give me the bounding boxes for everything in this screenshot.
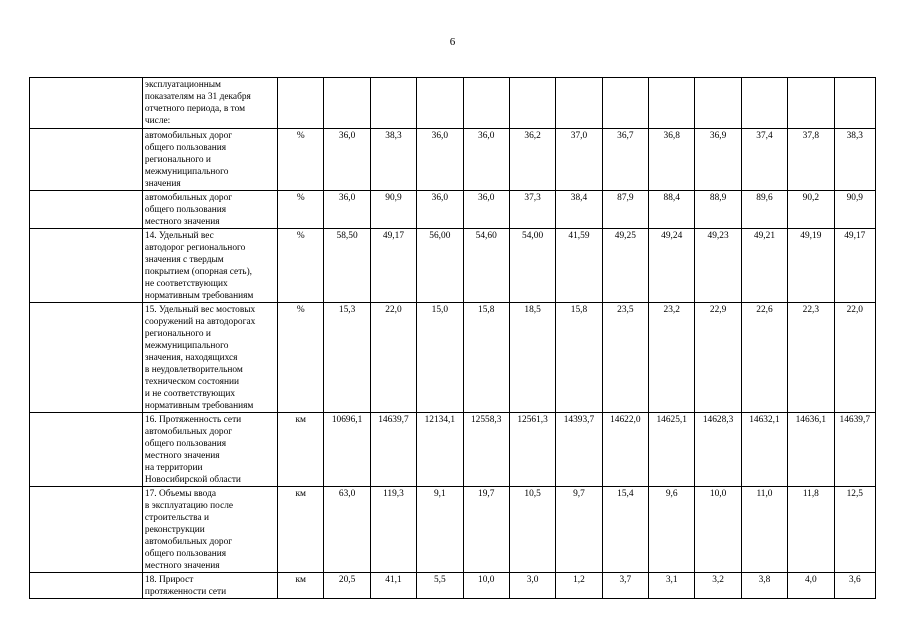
unit-cell: %: [278, 303, 324, 413]
indicator-name-cell: [142, 303, 277, 413]
indicator-name-line: 15. Удельный вес мостовых: [144, 305, 256, 315]
value-cell: 15,8: [463, 303, 509, 413]
value-cell: 49,24: [649, 229, 695, 303]
value-cell: 3,1: [649, 573, 695, 599]
value-cell: 15,0: [417, 303, 463, 413]
value-cell: 15,3: [324, 303, 370, 413]
value-cell: 41,59: [556, 229, 602, 303]
value-cell: 37,0: [556, 129, 602, 191]
value-cell: 15,8: [556, 303, 602, 413]
value-cell: 22,6: [741, 303, 787, 413]
value-cell: 36,9: [695, 129, 741, 191]
value-cell: 14636,1: [788, 413, 834, 487]
value-cell: 37,4: [741, 129, 787, 191]
indicator-name-line: автомобильных дорог: [144, 427, 233, 437]
indicator-name-line: 17. Объемы ввода: [144, 489, 217, 499]
indicator-name-line: покрытием (опорная сеть),: [144, 267, 253, 277]
indicator-name-line: и не соответствующих: [144, 389, 236, 399]
indicator-name-cell: [142, 78, 277, 129]
value-cell: 56,00: [417, 229, 463, 303]
value-cell: 3,2: [695, 573, 741, 599]
value-cell: 36,0: [324, 129, 370, 191]
value-cell: 36,0: [463, 129, 509, 191]
value-cell: 38,3: [370, 129, 416, 191]
table-row: [30, 487, 876, 573]
value-cell: 14639,7: [370, 413, 416, 487]
value-cell: [649, 78, 695, 129]
indicator-name-line: 14. Удельный вес: [144, 231, 214, 241]
indicator-name-line: показателям на 31 декабря: [144, 92, 251, 102]
value-cell: [324, 78, 370, 129]
indicator-name-line: общего пользования: [144, 439, 227, 449]
indicator-name-line: реконструкции: [144, 525, 205, 535]
indicator-name-line: значения: [144, 179, 181, 189]
unit-cell: км: [278, 487, 324, 573]
value-cell: 36,0: [417, 129, 463, 191]
value-cell: 36,7: [602, 129, 648, 191]
value-cell: [602, 78, 648, 129]
value-cell: 14625,1: [649, 413, 695, 487]
value-cell: 38,4: [556, 191, 602, 229]
table-row: [30, 229, 876, 303]
indicator-name-line: строительства и: [144, 513, 209, 523]
value-cell: [370, 78, 416, 129]
indicator-name-line: нормативным требованиям: [144, 401, 254, 411]
value-cell: 14639,7: [834, 413, 875, 487]
indicator-name-line: регионального и: [144, 155, 211, 165]
value-cell: 1,2: [556, 573, 602, 599]
value-cell: 10696,1: [324, 413, 370, 487]
value-cell: 22,0: [370, 303, 416, 413]
value-cell: 36,2: [509, 129, 555, 191]
indicator-name-line: автодорог регионального: [144, 243, 246, 253]
page-number: 6: [449, 36, 456, 48]
value-cell: 3,6: [834, 573, 875, 599]
value-cell: [417, 78, 463, 129]
value-cell: 49,17: [834, 229, 875, 303]
value-cell: [695, 78, 741, 129]
value-cell: 5,5: [417, 573, 463, 599]
row-number-cell: [30, 573, 143, 599]
row-number-cell: [30, 229, 143, 303]
value-cell: 22,0: [834, 303, 875, 413]
indicator-name-line: эксплуатационным: [144, 80, 221, 90]
value-cell: 37,8: [788, 129, 834, 191]
value-cell: 54,00: [509, 229, 555, 303]
value-cell: 49,17: [370, 229, 416, 303]
value-cell: 9,7: [556, 487, 602, 573]
value-cell: 88,4: [649, 191, 695, 229]
indicator-name-line: значения, находящихся: [144, 353, 238, 363]
value-cell: 14393,7: [556, 413, 602, 487]
value-cell: 12561,3: [509, 413, 555, 487]
value-cell: 88,9: [695, 191, 741, 229]
table-row: [30, 573, 876, 599]
indicator-name-line: автомобильных дорог: [144, 131, 233, 141]
value-cell: 18,5: [509, 303, 555, 413]
indicator-name-line: автомобильных дорог: [144, 193, 233, 203]
indicator-name-line: техническом состоянии: [144, 377, 240, 387]
table-row: [30, 78, 876, 129]
value-cell: 9,6: [649, 487, 695, 573]
value-cell: 3,8: [741, 573, 787, 599]
row-number-cell: [30, 487, 143, 573]
value-cell: 11,0: [741, 487, 787, 573]
row-number-cell: [30, 78, 143, 129]
value-cell: 14622,0: [602, 413, 648, 487]
indicator-name-cell: [142, 229, 277, 303]
value-cell: 20,5: [324, 573, 370, 599]
indicator-name-line: в эксплуатацию после: [144, 501, 234, 511]
value-cell: 15,4: [602, 487, 648, 573]
value-cell: 89,6: [741, 191, 787, 229]
value-cell: 41,1: [370, 573, 416, 599]
value-cell: 10,0: [695, 487, 741, 573]
value-cell: 9,1: [417, 487, 463, 573]
value-cell: 90,9: [370, 191, 416, 229]
value-cell: 12558,3: [463, 413, 509, 487]
value-cell: [463, 78, 509, 129]
row-number-cell: [30, 413, 143, 487]
table-row: [30, 191, 876, 229]
value-cell: 12,5: [834, 487, 875, 573]
value-cell: 12134,1: [417, 413, 463, 487]
indicator-name-line: местного значения: [144, 561, 220, 571]
value-cell: 54,60: [463, 229, 509, 303]
value-cell: 63,0: [324, 487, 370, 573]
indicator-name-line: регионального и: [144, 329, 211, 339]
value-cell: 3,7: [602, 573, 648, 599]
indicators-table: [29, 77, 876, 599]
indicator-name-cell: [142, 573, 277, 599]
value-cell: 23,2: [649, 303, 695, 413]
value-cell: 22,9: [695, 303, 741, 413]
value-cell: 36,0: [463, 191, 509, 229]
value-cell: 36,8: [649, 129, 695, 191]
indicator-name-line: не соответствующих: [144, 279, 228, 289]
unit-cell: %: [278, 191, 324, 229]
value-cell: 10,0: [463, 573, 509, 599]
indicator-name-line: отчетного периода, в том: [144, 104, 246, 114]
value-cell: 37,3: [509, 191, 555, 229]
row-number-cell: [30, 191, 143, 229]
value-cell: 19,7: [463, 487, 509, 573]
value-cell: [741, 78, 787, 129]
indicator-name-line: числе:: [144, 116, 171, 126]
value-cell: 58,50: [324, 229, 370, 303]
indicator-name-line: 16. Протяженность сети: [144, 415, 242, 425]
indicator-name-line: Новосибирской области: [144, 475, 241, 485]
indicator-name-line: автомобильных дорог: [144, 537, 233, 547]
value-cell: 119,3: [370, 487, 416, 573]
indicator-name-line: в неудовлетворительном: [144, 365, 243, 375]
unit-cell: км: [278, 573, 324, 599]
indicator-name-cell: [142, 129, 277, 191]
indicator-name-line: общего пользования: [144, 143, 227, 153]
value-cell: 90,9: [834, 191, 875, 229]
indicator-name-cell: [142, 191, 277, 229]
table-row: [30, 303, 876, 413]
unit-cell: [278, 78, 324, 129]
value-cell: [788, 78, 834, 129]
row-number-cell: [30, 129, 143, 191]
indicator-name-line: сооружений на автодорогах: [144, 317, 256, 327]
unit-cell: км: [278, 413, 324, 487]
indicator-name-line: протяженности сети: [144, 587, 227, 597]
indicator-name-line: общего пользования: [144, 549, 227, 559]
row-number-cell: [30, 303, 143, 413]
table-row: [30, 129, 876, 191]
value-cell: [556, 78, 602, 129]
indicator-name-line: значения с твердым: [144, 255, 224, 265]
value-cell: 11,8: [788, 487, 834, 573]
indicator-name-line: межмуниципального: [144, 167, 229, 177]
value-cell: [509, 78, 555, 129]
value-cell: 36,0: [324, 191, 370, 229]
value-cell: 49,21: [741, 229, 787, 303]
indicator-name-line: местного значения: [144, 217, 220, 227]
value-cell: 23,5: [602, 303, 648, 413]
indicator-name-line: на территории: [144, 463, 203, 473]
unit-cell: %: [278, 129, 324, 191]
value-cell: 90,2: [788, 191, 834, 229]
value-cell: 22,3: [788, 303, 834, 413]
value-cell: 38,3: [834, 129, 875, 191]
indicator-name-cell: [142, 487, 277, 573]
indicator-name-line: 18. Прирост: [144, 575, 194, 585]
value-cell: 87,9: [602, 191, 648, 229]
indicator-name-line: нормативным требованиям: [144, 291, 254, 301]
value-cell: 4,0: [788, 573, 834, 599]
value-cell: 14628,3: [695, 413, 741, 487]
unit-cell: %: [278, 229, 324, 303]
value-cell: 49,25: [602, 229, 648, 303]
value-cell: [834, 78, 875, 129]
table-row: [30, 413, 876, 487]
value-cell: 49,23: [695, 229, 741, 303]
indicator-name-cell: [142, 413, 277, 487]
indicator-name-line: местного значения: [144, 451, 220, 461]
value-cell: 49,19: [788, 229, 834, 303]
value-cell: 3,0: [509, 573, 555, 599]
value-cell: 14632,1: [741, 413, 787, 487]
value-cell: 36,0: [417, 191, 463, 229]
indicator-name-line: межмуниципального: [144, 341, 229, 351]
indicator-name-line: общего пользования: [144, 205, 227, 215]
value-cell: 10,5: [509, 487, 555, 573]
